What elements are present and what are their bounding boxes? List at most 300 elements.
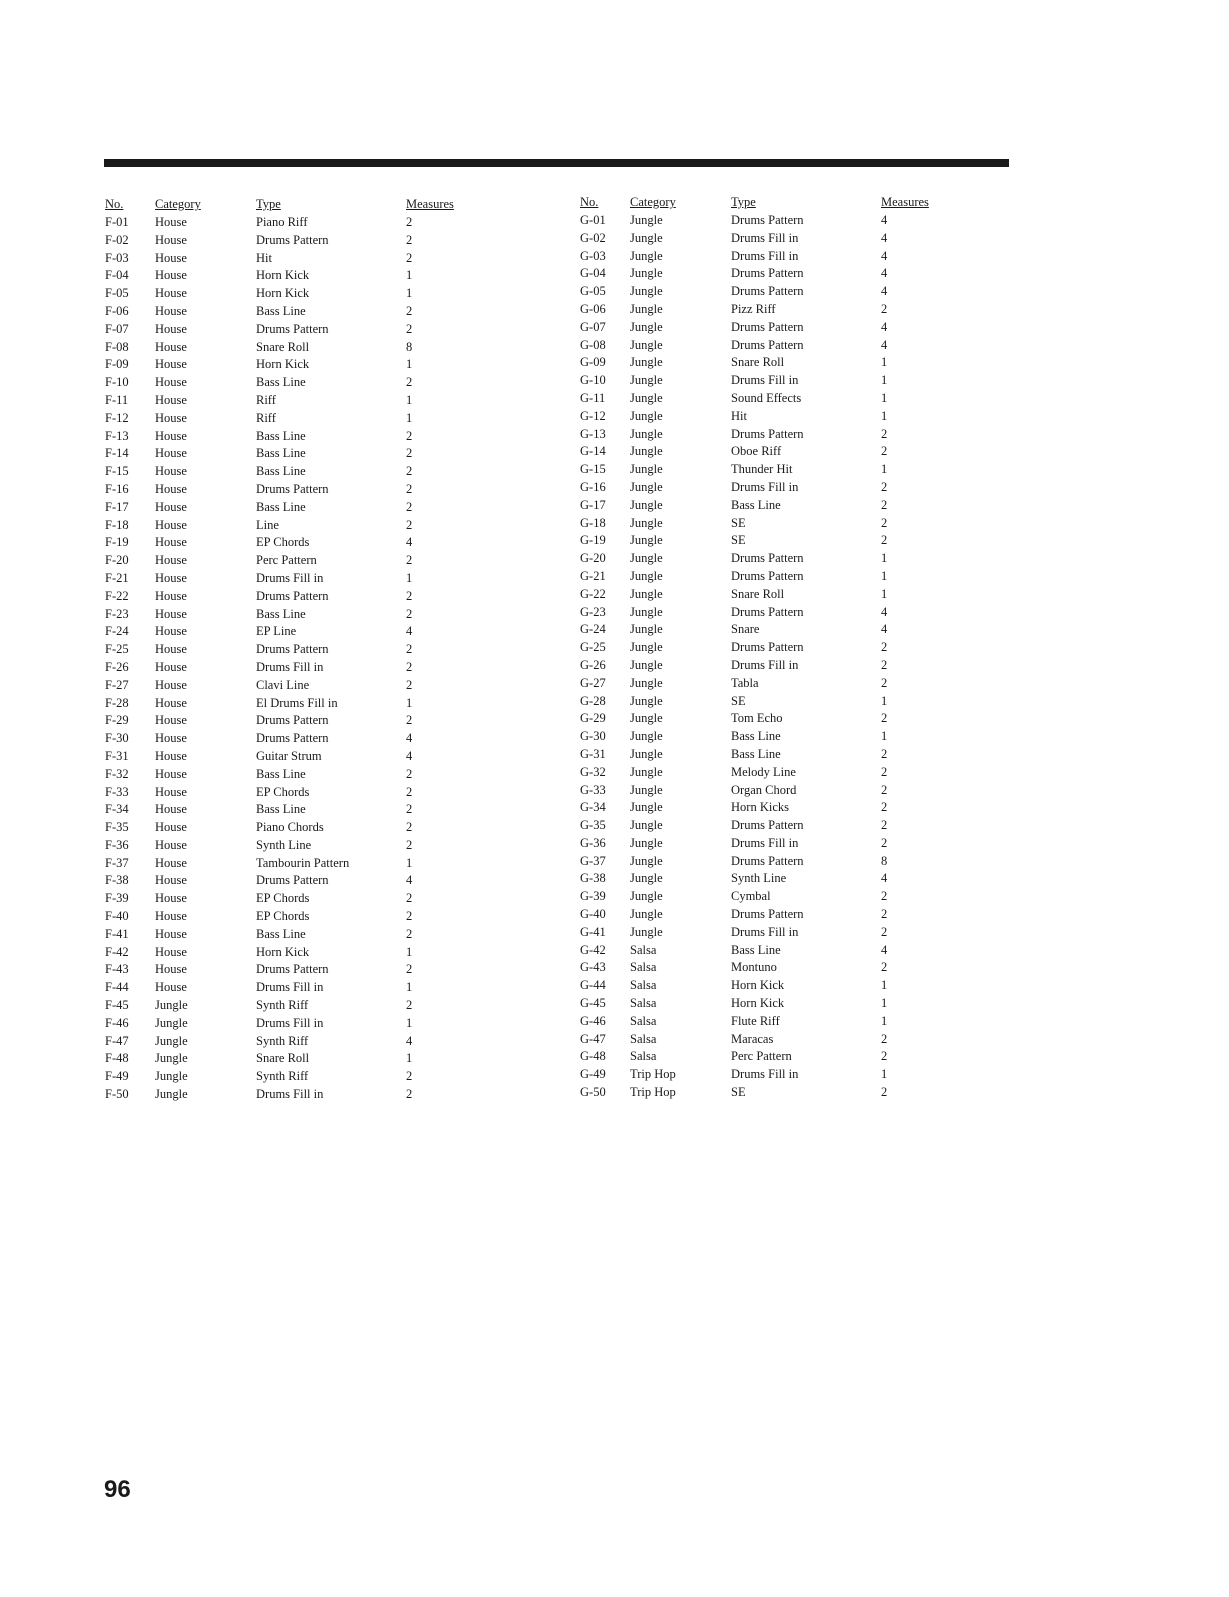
cell-category: Jungle [630,533,663,548]
cell-no: G-01 [580,213,606,227]
cell-measures: 2 [406,517,413,532]
table-row [105,979,486,997]
table-row [105,267,486,285]
cell-no: F-49 [105,1069,129,1084]
cell-measures: 2 [881,1049,888,1064]
cell-measures: 2 [881,657,888,672]
cell-measures: 2 [881,818,888,833]
cell-category: Jungle [630,782,663,797]
cell-no: G-41 [580,924,606,939]
cell-measures: 2 [881,497,888,512]
table-row [105,1086,486,1104]
cell-category: House [155,713,187,728]
cell-no: F-06 [105,303,129,318]
cell-measures: 2 [406,713,413,728]
cell-measures: 4 [881,604,888,619]
cell-measures: 2 [406,588,413,603]
cell-measures: 1 [881,551,888,566]
cell-measures: 4 [881,248,888,263]
table-row [580,942,961,960]
cell-measures: 2 [406,802,413,817]
cell-type: Horn Kick [731,978,785,993]
cell-no: G-32 [580,764,606,779]
cell-measures: 2 [406,909,413,924]
cell-measures: 1 [881,568,888,583]
cell-category: Jungle [630,515,663,530]
table-row [105,606,486,624]
cell-no: G-13 [580,426,606,441]
cell-measures: 2 [406,1069,413,1084]
table-row [580,372,961,390]
cell-type: Maracas [731,1031,774,1046]
pattern-table-left [105,196,486,1104]
cell-type: Hit [731,408,747,423]
cell-type: Flute Riff [731,1013,780,1028]
table-row [580,746,961,764]
cell-category: Salsa [630,942,657,957]
cell-category: Salsa [630,960,657,975]
cell-measures: 4 [881,871,888,886]
cell-type: Bass Line [256,766,306,781]
header-measures: Measures [881,195,929,209]
table-row [105,712,486,730]
cell-measures: 2 [406,446,413,461]
cell-category: Jungle [630,604,663,619]
cell-no: G-27 [580,675,606,690]
cell-type: Perc Pattern [256,553,317,568]
cell-no: G-08 [580,337,606,352]
cell-measures: 1 [881,408,888,423]
cell-category: House [155,250,187,265]
cell-type: Drums Fill in [256,980,324,995]
header-category: Category [155,197,201,211]
cell-measures: 2 [881,889,888,904]
header-measures: Measures [406,197,454,211]
cell-no: G-25 [580,640,606,655]
table-row [105,730,486,748]
table-row [105,303,486,321]
cell-measures: 4 [406,748,413,763]
cell-type: Drums Fill in [731,924,799,939]
table-row [580,782,961,800]
cell-no: F-26 [105,659,129,674]
table-row [105,463,486,481]
cell-type: Bass Line [731,942,781,957]
cell-no: G-21 [580,568,606,583]
cell-category: House [155,926,187,941]
cell-type: Drums Pattern [731,818,804,833]
cell-no: G-04 [580,266,606,281]
cell-measures: 2 [406,820,413,835]
cell-category: House [155,695,187,710]
table-row [580,1084,961,1102]
table-row [105,1050,486,1068]
cell-category: House [155,303,187,318]
cell-type: Bass Line [256,303,306,318]
cell-category: House [155,553,187,568]
table-row [580,497,961,515]
cell-category: House [155,535,187,550]
cell-no: F-03 [105,250,129,265]
cell-category: House [155,962,187,977]
cell-type: Bass Line [256,499,306,514]
cell-category: Jungle [155,1051,188,1066]
cell-measures: 2 [881,907,888,922]
cell-no: G-42 [580,942,606,957]
table-header-row [580,194,961,212]
cell-type: Bass Line [731,729,781,744]
table-row [105,517,486,535]
cell-type: Drums Pattern [256,588,329,603]
cell-measures: 1 [406,980,413,995]
cell-no: G-33 [580,782,606,797]
cell-no: G-20 [580,551,606,566]
cell-measures: 2 [406,321,413,336]
table-row [580,586,961,604]
cell-category: House [155,517,187,532]
cell-category: House [155,731,187,746]
cell-type: Bass Line [731,497,781,512]
cell-measures: 2 [406,250,413,265]
cell-type: SE [731,515,746,530]
cell-measures: 4 [881,230,888,245]
cell-no: G-50 [580,1085,606,1100]
cell-category: House [155,909,187,924]
cell-type: Snare Roll [731,355,785,370]
cell-no: G-47 [580,1031,606,1046]
cell-category: Jungle [155,1033,188,1048]
table-row [105,410,486,428]
cell-measures: 2 [406,891,413,906]
cell-no: F-47 [105,1033,129,1048]
cell-type: Drums Fill in [731,373,799,388]
cell-type: Piano Riff [256,215,308,229]
table-row [580,265,961,283]
table-row [580,390,961,408]
cell-no: F-02 [105,232,129,247]
table-row [580,639,961,657]
cell-type: Drums Pattern [731,551,804,566]
table-row [105,872,486,890]
cell-measures: 2 [406,677,413,692]
cell-category: Jungle [630,248,663,263]
cell-type: Synth Riff [256,1069,309,1084]
table-row [105,908,486,926]
cell-measures: 4 [881,942,888,957]
cell-category: Jungle [630,729,663,744]
cell-category: House [155,588,187,603]
cell-no: F-04 [105,268,129,283]
cell-type: SE [731,533,746,548]
cell-measures: 2 [406,659,413,674]
table-row [580,354,961,372]
table-row [105,356,486,374]
table-row [580,479,961,497]
cell-measures: 2 [406,428,413,443]
cell-category: House [155,944,187,959]
cell-category: Salsa [630,1049,657,1064]
cell-measures: 4 [881,284,888,299]
table-row [580,550,961,568]
cell-no: F-11 [105,392,129,407]
cell-measures: 2 [406,303,413,318]
table-row [105,961,486,979]
cell-category: Jungle [155,1015,188,1030]
cell-no: G-43 [580,960,606,975]
cell-category: Jungle [630,551,663,566]
cell-measures: 2 [406,215,413,229]
table-row [105,232,486,250]
cell-measures: 1 [406,286,413,301]
cell-measures: 1 [406,357,413,372]
cell-type: Tom Echo [731,711,783,726]
table-row [580,835,961,853]
table-row [580,301,961,319]
cell-category: House [155,891,187,906]
table-row [580,959,961,977]
cell-type: Montuno [731,960,777,975]
table-row [105,997,486,1015]
table-row [580,568,961,586]
cell-category: House [155,570,187,585]
cell-no: F-35 [105,820,129,835]
cell-category: Jungle [630,426,663,441]
cell-category: Jungle [630,711,663,726]
table-row [105,214,486,232]
cell-type: Drums Pattern [256,731,329,746]
cell-no: G-45 [580,996,606,1011]
cell-type: Horn Kicks [731,800,789,815]
cell-type: Tambourin Pattern [256,855,350,870]
table-row [580,1048,961,1066]
cell-type: Drums Fill in [731,657,799,672]
table-row [105,641,486,659]
cell-no: F-12 [105,410,129,425]
cell-category: Jungle [630,266,663,281]
cell-measures: 2 [881,675,888,690]
cell-type: Drums Pattern [256,232,329,247]
cell-category: Jungle [630,675,663,690]
table-row [580,817,961,835]
cell-category: House [155,357,187,372]
cell-type: Drums Pattern [731,907,804,922]
cell-type: Bass Line [256,802,306,817]
cell-measures: 2 [406,766,413,781]
table-row [580,906,961,924]
cell-no: F-30 [105,731,129,746]
cell-category: Jungle [630,657,663,672]
cell-category: House [155,677,187,692]
table-body-left [105,214,486,1104]
header-no: No. [580,195,599,209]
cell-no: F-34 [105,802,129,817]
cell-type: Oboe Riff [731,444,782,459]
cell-no: G-36 [580,835,606,850]
table-row [105,552,486,570]
cell-measures: 2 [406,232,413,247]
cell-measures: 1 [406,410,413,425]
table-row [580,924,961,942]
cell-no: G-06 [580,301,606,316]
cell-type: Piano Chords [256,820,324,835]
cell-no: G-19 [580,533,606,548]
table-row [105,570,486,588]
cell-no: G-35 [580,818,606,833]
cell-type: Drums Pattern [731,266,804,281]
table-header-row [105,196,486,214]
cell-category: Jungle [630,568,663,583]
cell-category: House [155,802,187,817]
cell-measures: 1 [406,944,413,959]
cell-measures: 4 [881,266,888,281]
table-row [105,428,486,446]
cell-type: Drums Pattern [731,568,804,583]
cell-category: House [155,481,187,496]
table-row [105,837,486,855]
cell-type: Horn Kick [256,357,310,372]
cell-no: G-09 [580,355,606,370]
cell-measures: 2 [406,962,413,977]
cell-no: G-39 [580,889,606,904]
cell-measures: 2 [406,837,413,852]
cell-no: F-43 [105,962,129,977]
cell-no: G-12 [580,408,606,423]
cell-category: House [155,855,187,870]
cell-measures: 4 [406,535,413,550]
table-row [580,248,961,266]
cell-category: Trip Hop [630,1085,676,1100]
cell-category: House [155,410,187,425]
cell-type: Drums Fill in [731,230,799,245]
cell-measures: 1 [406,392,413,407]
cell-category: Salsa [630,1031,657,1046]
cell-category: Jungle [630,230,663,245]
cell-no: F-33 [105,784,129,799]
cell-no: F-32 [105,766,129,781]
cell-type: Drums Pattern [731,640,804,655]
cell-category: Jungle [630,835,663,850]
cell-category: House [155,837,187,852]
cell-measures: 2 [881,515,888,530]
table-row [580,443,961,461]
cell-category: Jungle [630,319,663,334]
cell-no: G-23 [580,604,606,619]
cell-type: Drums Pattern [731,426,804,441]
cell-category: House [155,784,187,799]
cell-category: House [155,624,187,639]
table-row [580,230,961,248]
cell-category: House [155,642,187,657]
cell-no: F-24 [105,624,129,639]
cell-no: F-08 [105,339,129,354]
cell-no: G-10 [580,373,606,388]
cell-no: G-17 [580,497,606,512]
cell-type: Drums Pattern [256,642,329,657]
cell-type: Perc Pattern [731,1049,792,1064]
cell-type: EP Line [256,624,297,639]
table-row [105,784,486,802]
cell-category: House [155,499,187,514]
cell-type: Snare Roll [256,1051,310,1066]
cell-category: House [155,392,187,407]
cell-no: G-49 [580,1067,606,1082]
cell-measures: 2 [881,301,888,316]
cell-measures: 2 [406,499,413,514]
cell-no: G-48 [580,1049,606,1064]
cell-type: Drums Pattern [731,337,804,352]
cell-measures: 2 [881,479,888,494]
table-row [105,250,486,268]
table-row [580,408,961,426]
cell-measures: 1 [881,355,888,370]
cell-type: Drums Fill in [731,1067,799,1082]
table-row [580,853,961,871]
cell-type: El Drums Fill in [256,695,338,710]
cell-category: Jungle [630,586,663,601]
cell-type: Riff [256,410,276,425]
table-row [580,764,961,782]
cell-measures: 4 [881,622,888,637]
cell-category: Jungle [630,818,663,833]
table-row [105,623,486,641]
cell-category: House [155,375,187,390]
cell-category: Jungle [630,337,663,352]
cell-no: F-20 [105,553,129,568]
cell-no: G-26 [580,657,606,672]
cell-no: F-18 [105,517,129,532]
cell-no: G-18 [580,515,606,530]
cell-type: EP Chords [256,891,310,906]
cell-no: F-28 [105,695,129,710]
table-row [580,977,961,995]
cell-measures: 1 [881,462,888,477]
cell-type: Bass Line [256,926,306,941]
cell-type: Drums Pattern [731,604,804,619]
cell-measures: 1 [406,570,413,585]
table-row [105,1068,486,1086]
table-row [105,926,486,944]
table-row [105,944,486,962]
cell-no: F-23 [105,606,129,621]
cell-type: EP Chords [256,784,310,799]
cell-no: F-19 [105,535,129,550]
cell-type: Riff [256,392,276,407]
cell-measures: 1 [881,978,888,993]
cell-type: Drums Pattern [256,962,329,977]
cell-no: F-31 [105,748,129,763]
cell-no: F-44 [105,980,129,995]
table-row [105,748,486,766]
cell-category: House [155,980,187,995]
cell-type: Drums Pattern [731,284,804,299]
cell-category: Jungle [155,1087,188,1102]
cell-measures: 4 [406,731,413,746]
cell-measures: 4 [406,624,413,639]
table-row [580,319,961,337]
cell-measures: 1 [881,996,888,1011]
cell-measures: 8 [881,853,888,868]
cell-category: Jungle [155,1069,188,1084]
cell-type: Drums Fill in [256,1087,324,1102]
cell-measures: 4 [881,319,888,334]
header-rule [104,159,1009,167]
cell-type: Bass Line [731,746,781,761]
cell-category: House [155,428,187,443]
cell-category: Jungle [630,800,663,815]
cell-measures: 2 [881,640,888,655]
cell-category: House [155,606,187,621]
cell-type: Horn Kick [256,268,310,283]
